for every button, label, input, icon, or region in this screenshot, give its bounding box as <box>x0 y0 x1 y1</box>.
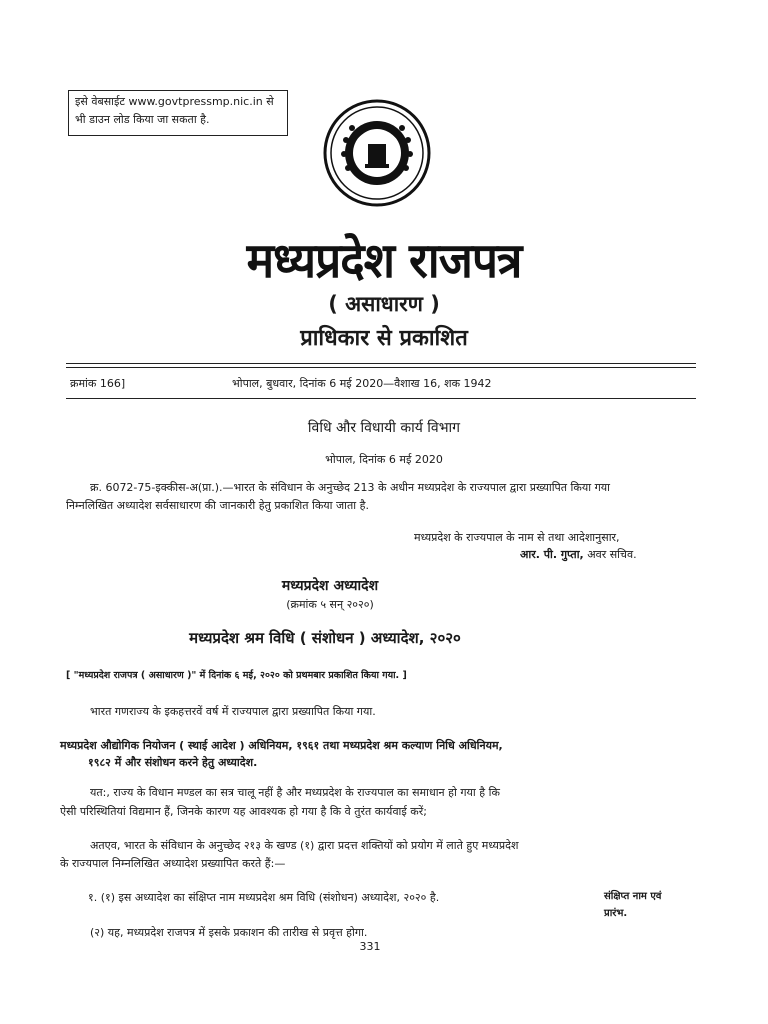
department-name: विधि और विधायी कार्य विभाग <box>307 420 461 436</box>
issue-dateline: भोपाल, बुधवार, दिनांक 6 मई 2020—वैशाख 16, शक 1942 <box>232 377 492 390</box>
signatory-role: अवर सचिव. <box>587 548 637 561</box>
margin-note-line-2: प्रारंभ. <box>604 908 628 919</box>
long-title-line-2: १९८२ में और संशोधन करने हेतु अध्यादेश. <box>88 756 258 769</box>
department-date: भोपाल, दिनांक 6 मई 2020 <box>325 453 443 466</box>
ordinance-number: (क्रमांक ५ सन् २०२०) <box>286 598 374 611</box>
section-1-subsection-1: १. (१) इस अध्यादेश का संक्षिप्त नाम मध्यप्रदेश श्रम विधि (संशोधन) अध्यादेश, २०२० है. <box>88 891 440 904</box>
header-rule-top <box>66 363 696 364</box>
gazette-extraordinary-label: ( असाधारण ) <box>328 292 440 316</box>
issue-number: क्रमांक 166] <box>70 377 126 390</box>
website-notice-box <box>68 90 288 136</box>
order-line-2: निम्नलिखित अध्यादेश सर्वसाधारण की जानकारी हेतु प्रकाशित किया जाता है. <box>66 499 369 512</box>
ordinance-title: मध्यप्रदेश श्रम विधि ( संशोधन ) अध्यादेश, २०२० <box>189 629 461 647</box>
promulgation-line: भारत गणराज्य के इकहत्तरवें वर्ष में राज्यपाल द्वारा प्रख्यापित किया गया. <box>90 705 376 718</box>
margin-note <box>604 888 661 922</box>
gazette-title: मध्यप्रदेश राजपत्र <box>246 231 522 289</box>
header-rule-top-2 <box>66 367 696 368</box>
published-by-authority-label: प्राधिकार से प्रकाशित <box>300 326 468 351</box>
website-notice-line2: भी डाउन लोड किया जा सकता है. <box>75 113 210 126</box>
whereas-line-2: ऐसी परिस्थितियां विद्यमान हैं, जिनके कारण यह आवश्यक हो गया है कि वे तुरंत कार्यवाई करें; <box>60 805 427 818</box>
page-number: 331 <box>359 940 381 953</box>
whereas-line-1: यत:, राज्य के विधान मण्डल का सत्र चालू नहीं है और मध्यप्रदेश के राज्यपाल का समाधान हो गया है कि <box>90 786 500 799</box>
header-rule-bottom <box>66 398 696 399</box>
signatory-name: आर. पी. गुप्ता, <box>520 548 584 561</box>
order-line-1: क्र. 6072-75-इक्कीस-अ(प्रा.).—भारत के संविधान के अनुच्छेद 213 के अधीन मध्यप्रदेश के राज्यपाल द्वारा प्रख्यापित किया गया <box>90 481 611 494</box>
ordinance-heading: मध्यप्रदेश अध्यादेश <box>281 578 379 594</box>
section-1-subsection-2: (२) यह, मध्यप्रदेश राजपत्र में इसके प्रकाशन की तारीख से प्रवृत्त होगा. <box>90 926 368 939</box>
website-notice-line1: इसे वेबसाईट www.govtpressmp.nic.in से <box>75 95 274 108</box>
state-emblem-seal <box>316 98 438 208</box>
therefore-line-2: के राज्यपाल निम्नलिखित अध्यादेश प्रख्यापित करते हैं:— <box>60 857 286 870</box>
therefore-line-1: अतएव, भारत के संविधान के अनुच्छेद २१३ के खण्ड (१) द्वारा प्रदत्त शक्तियों को प्रयोग में लाते हुए मध्यप्रदेश <box>90 839 519 852</box>
signature-line-1: मध्यप्रदेश के राज्यपाल के नाम से तथा आदेशानुसार, <box>414 531 620 544</box>
margin-note-line-1: संक्षिप्त नाम एवं <box>604 891 662 902</box>
long-title-line-1: मध्यप्रदेश औद्योगिक नियोजन ( स्थाई आदेश ) अधिनियम, १९६१ तथा मध्यप्रदेश श्रम कल्याण निधि अधिनियम, <box>60 739 503 752</box>
first-published-note: [ "मध्यप्रदेश राजपत्र ( असाधारण )" में दिनांक ६ मई, २०२० को प्रथमबार प्रकाशित किया गया. ] <box>66 670 407 681</box>
